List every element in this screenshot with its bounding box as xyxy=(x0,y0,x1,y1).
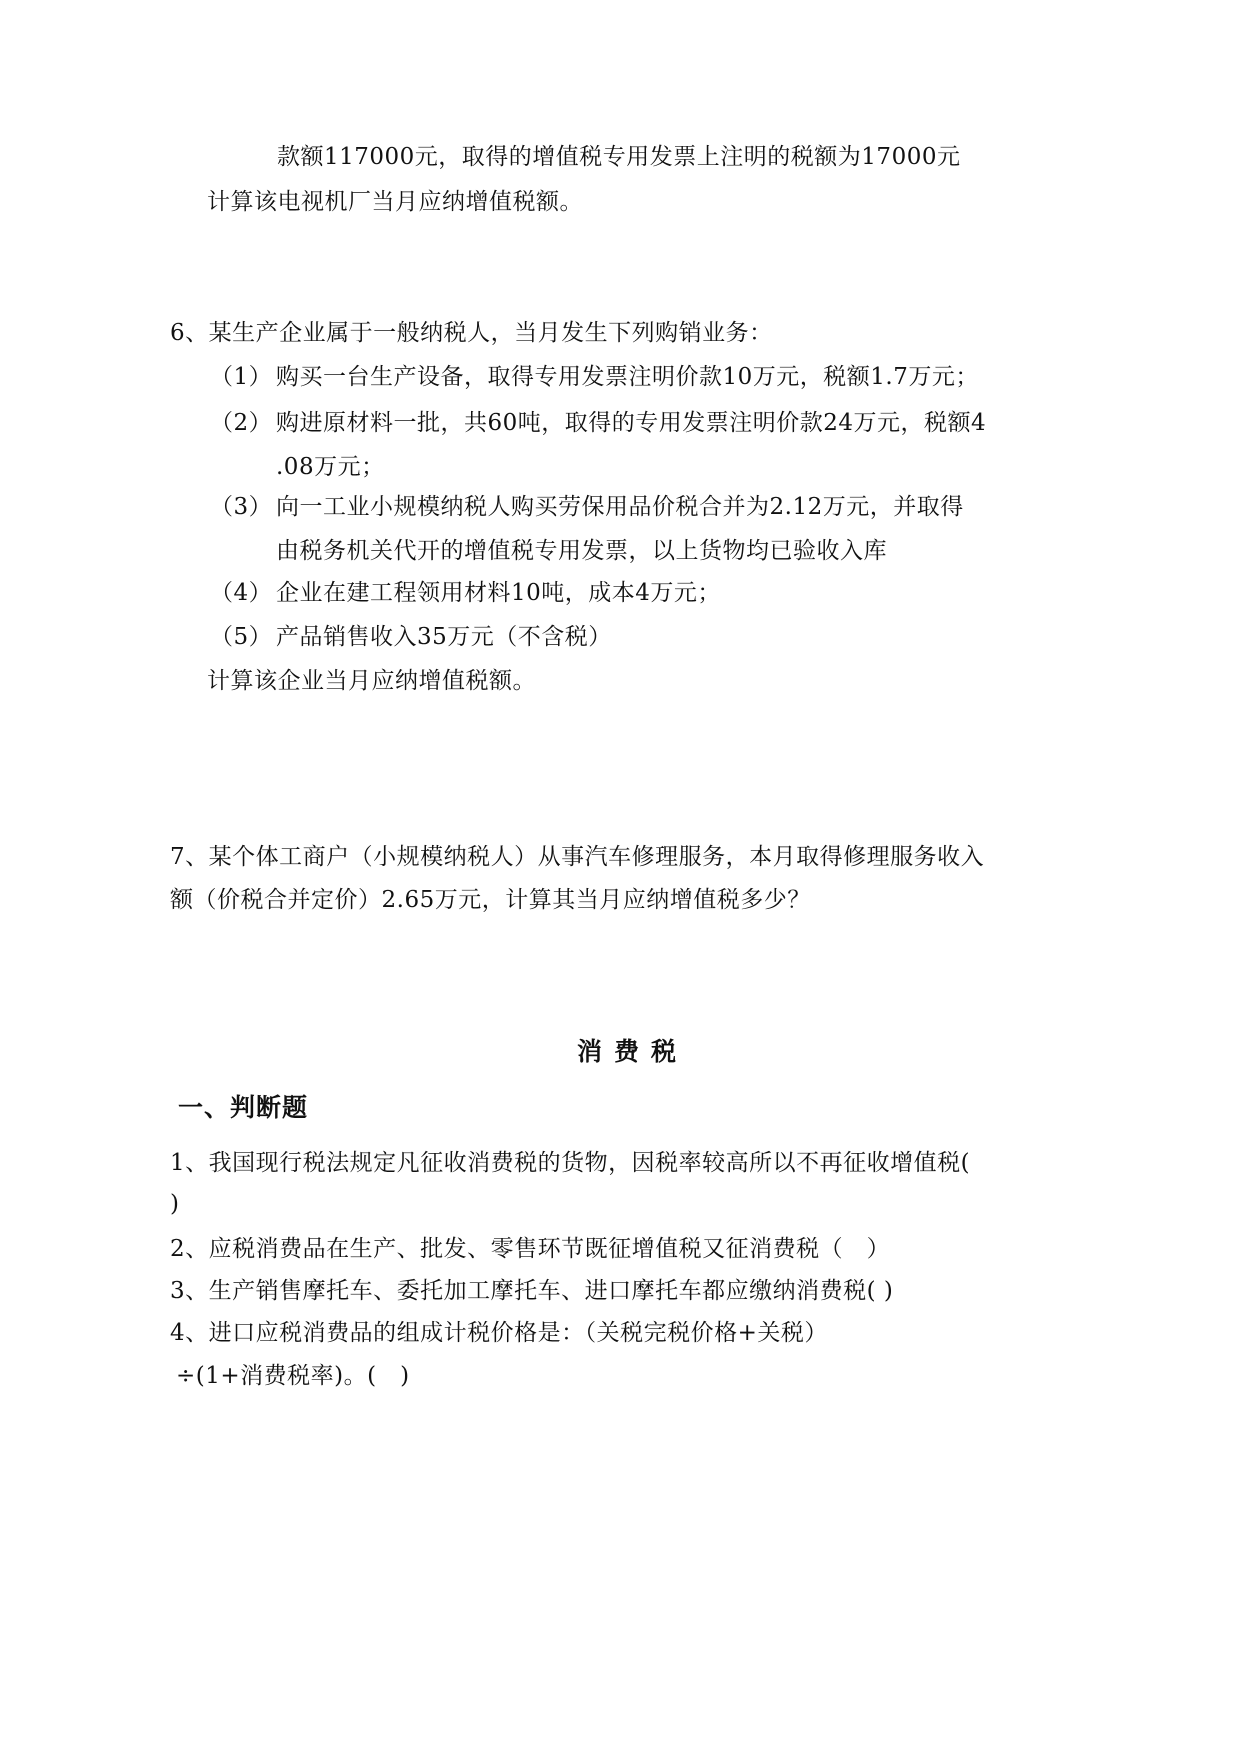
section-title: 消费税 xyxy=(576,1037,688,1066)
item-number: （3） xyxy=(210,494,273,520)
item-text: 购买一台生产设备，取得专用发票注明价款10万元，税额1.7万元； xyxy=(276,364,979,390)
judgement-question-1-line2: ) xyxy=(170,1191,180,1217)
item-text: 产品销售收入35万元（不含税） xyxy=(276,624,612,650)
problem6-item-1 xyxy=(210,362,979,392)
item-text: 向一工业小规模纳税人购买劳保用品价税合并为2.12万元，并取得 xyxy=(276,494,964,520)
item-number: （2） xyxy=(210,410,273,436)
problem7-line1: 7、某个体工商户（小规模纳税人）从事汽车修理服务，本月取得修理服务收入 xyxy=(170,844,985,870)
problem6-item-3-continuation: 由税务机关代开的增值税专用发票，以上货物均已验收入库 xyxy=(276,538,887,564)
item-number: （4） xyxy=(210,580,273,606)
problem6-item-2 xyxy=(210,408,986,438)
item-number: （5） xyxy=(210,624,273,650)
judgement-question-4-line2: ÷(1+消费税率)。( ) xyxy=(176,1363,410,1389)
problem6-question: 计算该企业当月应纳增值税额。 xyxy=(207,668,536,694)
problem7-line2: 额（价税合并定价）2.65万元，计算其当月应纳增值税多少？ xyxy=(170,887,811,913)
problem5-line1: 款额117000元，取得的增值税专用发票上注明的税额为17000元 xyxy=(277,144,961,170)
problem6-item-4 xyxy=(210,578,721,608)
judgement-question-4-line1: 4、进口应税消费品的组成计税价格是：（关税完税价格+关税） xyxy=(170,1320,828,1346)
judgement-question-1-line1: 1、我国现行税法规定凡征收消费税的货物，因税率较高所以不再征收增值税( xyxy=(170,1150,971,1176)
problem6-item-2-continuation: .08万元； xyxy=(276,454,385,480)
item-number: （1） xyxy=(210,364,273,390)
subsection-title: 一、判断题 xyxy=(178,1093,309,1122)
problem6-intro: 6、某生产企业属于一般纳税人，当月发生下列购销业务： xyxy=(170,320,773,346)
judgement-question-2: 2、应税消费品在生产、批发、零售环节既征增值税又征消费税（ ） xyxy=(170,1236,891,1262)
item-text: 购进原材料一批，共60吨，取得的专用发票注明价款24万元，税额4 xyxy=(276,410,987,436)
judgement-question-3: 3、生产销售摩托车、委托加工摩托车、进口摩托车都应缴纳消费税( ) xyxy=(170,1278,894,1304)
item-text: 企业在建工程领用材料10吨，成本4万元； xyxy=(276,580,721,606)
problem6-item-5 xyxy=(210,622,612,652)
problem6-item-3 xyxy=(210,492,964,522)
problem5-question: 计算该电视机厂当月应纳增值税额。 xyxy=(207,189,583,215)
